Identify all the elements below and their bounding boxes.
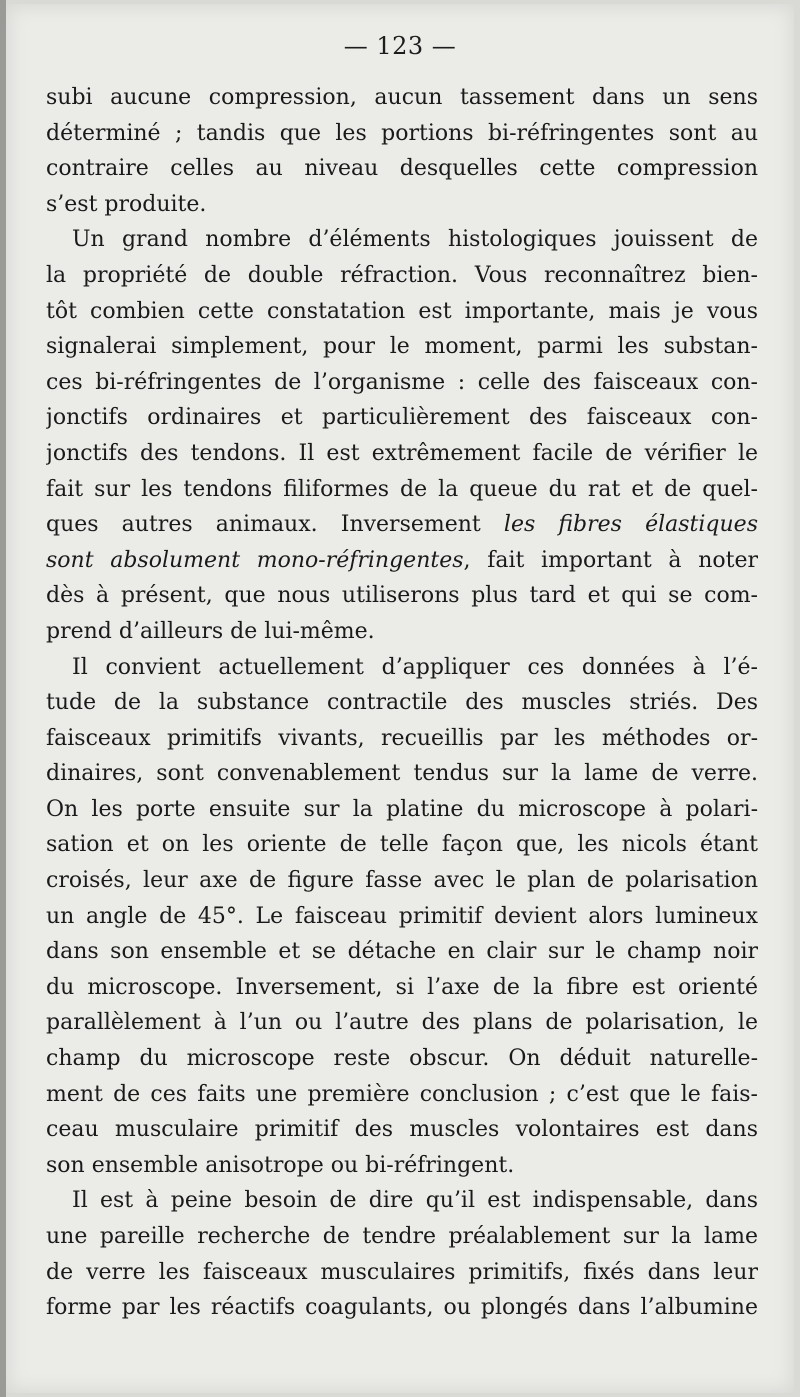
text-line: parallèlement à l’un ou l’autre des plans de polarisation, le (46, 1010, 758, 1036)
text-line: fait sur les tendons filiformes de la queue du rat et de quel- (46, 476, 758, 502)
text-line: contraire celles au niveau desquelles cette compression (46, 156, 758, 182)
text-line: s’est produite. (46, 191, 207, 217)
text-line: ceau musculaire primitif des muscles volontaires est dans (46, 1117, 758, 1143)
text-line: ces bi-réfringentes de l’organisme : celle des faisceaux con- (46, 369, 758, 395)
text-line: Un grand nombre d’éléments histologiques jouissent de (72, 227, 758, 253)
text-line: jonctifs des tendons. Il est extrêmement facile de vérifier le (46, 440, 758, 466)
text-line: dinaires, sont convenablement tendus sur la lame de verre. (46, 761, 758, 787)
text-line: son ensemble anisotrope ou bi-réfringent. (46, 1152, 515, 1178)
text-line: ment de ces faits une première conclusion ; c’est que le fais- (46, 1081, 758, 1107)
text-line: signalerai simplement, pour le moment, parmi les substan- (46, 334, 758, 360)
text-line: déterminé ; tandis que les portions bi-réfringentes sont au (46, 120, 758, 146)
text-line: la propriété de double réfraction. Vous reconnaîtrez bien- (46, 262, 758, 288)
text-line: croisés, leur axe de figure fasse avec le plan de polarisation (46, 868, 758, 894)
text-line: du microscope. Inversement, si l’axe de la fibre est orienté (46, 974, 758, 1000)
page-body (46, 80, 758, 1326)
text-line: On les porte ensuite sur la platine du microscope à polari- (46, 796, 758, 822)
text-line: jonctifs ordinaires et particulièrement des faisceaux con- (46, 405, 758, 431)
text-line: Il convient actuellement d’appliquer ces données à l’é- (72, 654, 758, 680)
text-line: faisceaux primitifs vivants, recueillis par les méthodes or- (46, 725, 758, 751)
text-line: forme par les réactifs coagulants, ou plongés dans l’albumine (46, 1295, 758, 1321)
text-line: un angle de 45°. Le faisceau primitif devient alors lumineux (46, 903, 758, 929)
text-line: champ du microscope reste obscur. On déduit naturelle- (46, 1046, 758, 1072)
text-line: prend d’ailleurs de lui-même. (46, 618, 375, 644)
text-line: tôt combien cette constatation est importante, mais je vous (46, 298, 758, 324)
text-segment: ques autres animaux. Inversement (46, 512, 504, 538)
text-line: dès à présent, que nous utiliserons plus tard et qui se com- (46, 583, 758, 609)
text-line: Il est à peine besoin de dire qu’il est indispensable, dans (72, 1188, 758, 1214)
text-line: subi aucune compression, aucun tassement dans un sens (46, 85, 758, 110)
page-number: — 123 — (343, 32, 457, 60)
text-line: dans son ensemble et se détache en clair sur le champ noir (46, 939, 758, 965)
text-line: une pareille recherche de tendre préalablement sur la lame (46, 1224, 758, 1249)
text-line: de verre les faisceaux musculaires primitifs, fixés dans leur (46, 1259, 758, 1285)
text-line: sation et on les oriente de telle façon que, les nicols étant (46, 832, 758, 858)
italic-phrase: les fibres élastiques (503, 512, 758, 538)
italic-phrase: sont absolument mono-réfringentes (46, 547, 464, 573)
text-line (46, 507, 758, 543)
text-line (46, 543, 758, 579)
text-segment: , fait important à noter (463, 547, 758, 573)
text-line: tude de la substance contractile des muscles striés. Des (46, 690, 758, 716)
